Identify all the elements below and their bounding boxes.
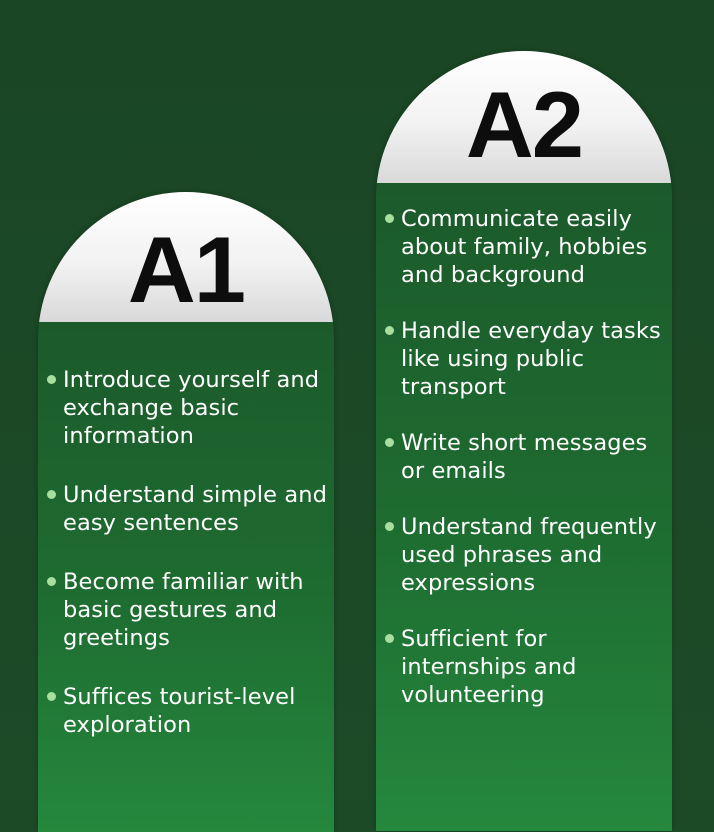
list-item-text: Sufficient for internships and volunteering bbox=[401, 626, 577, 708]
list-item-text: Handle everyday tasks like using public transport bbox=[401, 318, 661, 400]
bullet-dot-icon bbox=[47, 692, 56, 701]
list-item bbox=[376, 205, 672, 289]
level-title-a2: A2 bbox=[465, 72, 583, 177]
list-item-text: Become familiar with basic gestures and greetings bbox=[63, 569, 304, 651]
list-item-text: Write short messages or emails bbox=[401, 430, 648, 484]
bullet-dot-icon bbox=[385, 214, 394, 223]
list-item-text: Understand frequently used phrases and expressions bbox=[401, 514, 657, 596]
skill-list-a1 bbox=[38, 366, 334, 770]
list-item-text: Suffices tourist-level exploration bbox=[63, 684, 296, 738]
bullet-dot-icon bbox=[385, 438, 394, 447]
list-item bbox=[376, 513, 672, 597]
bullet-dot-icon bbox=[385, 522, 394, 531]
list-item bbox=[376, 429, 672, 485]
list-item-text: Understand simple and easy sentences bbox=[63, 482, 327, 536]
level-body-a1 bbox=[38, 322, 334, 832]
list-item bbox=[38, 568, 334, 652]
list-item bbox=[38, 683, 334, 739]
list-item-text: Communicate easily about family, hobbies and background bbox=[401, 206, 648, 288]
bullet-dot-icon bbox=[385, 634, 394, 643]
bullet-dot-icon bbox=[385, 326, 394, 335]
list-item-text: Introduce yourself and exchange basic information bbox=[63, 367, 320, 449]
list-item bbox=[38, 366, 334, 450]
bullet-dot-icon bbox=[47, 375, 56, 384]
level-cap-a1 bbox=[38, 192, 334, 322]
level-card-a2 bbox=[376, 51, 672, 831]
list-item bbox=[38, 481, 334, 537]
level-title-a1: A1 bbox=[127, 217, 245, 322]
level-body-a2 bbox=[376, 183, 672, 831]
list-item bbox=[376, 317, 672, 401]
bullet-dot-icon bbox=[47, 577, 56, 586]
bullet-dot-icon bbox=[47, 490, 56, 499]
list-item bbox=[376, 625, 672, 709]
level-cap-a2 bbox=[376, 51, 672, 183]
level-card-a1 bbox=[38, 192, 334, 832]
skill-list-a2 bbox=[376, 205, 672, 737]
